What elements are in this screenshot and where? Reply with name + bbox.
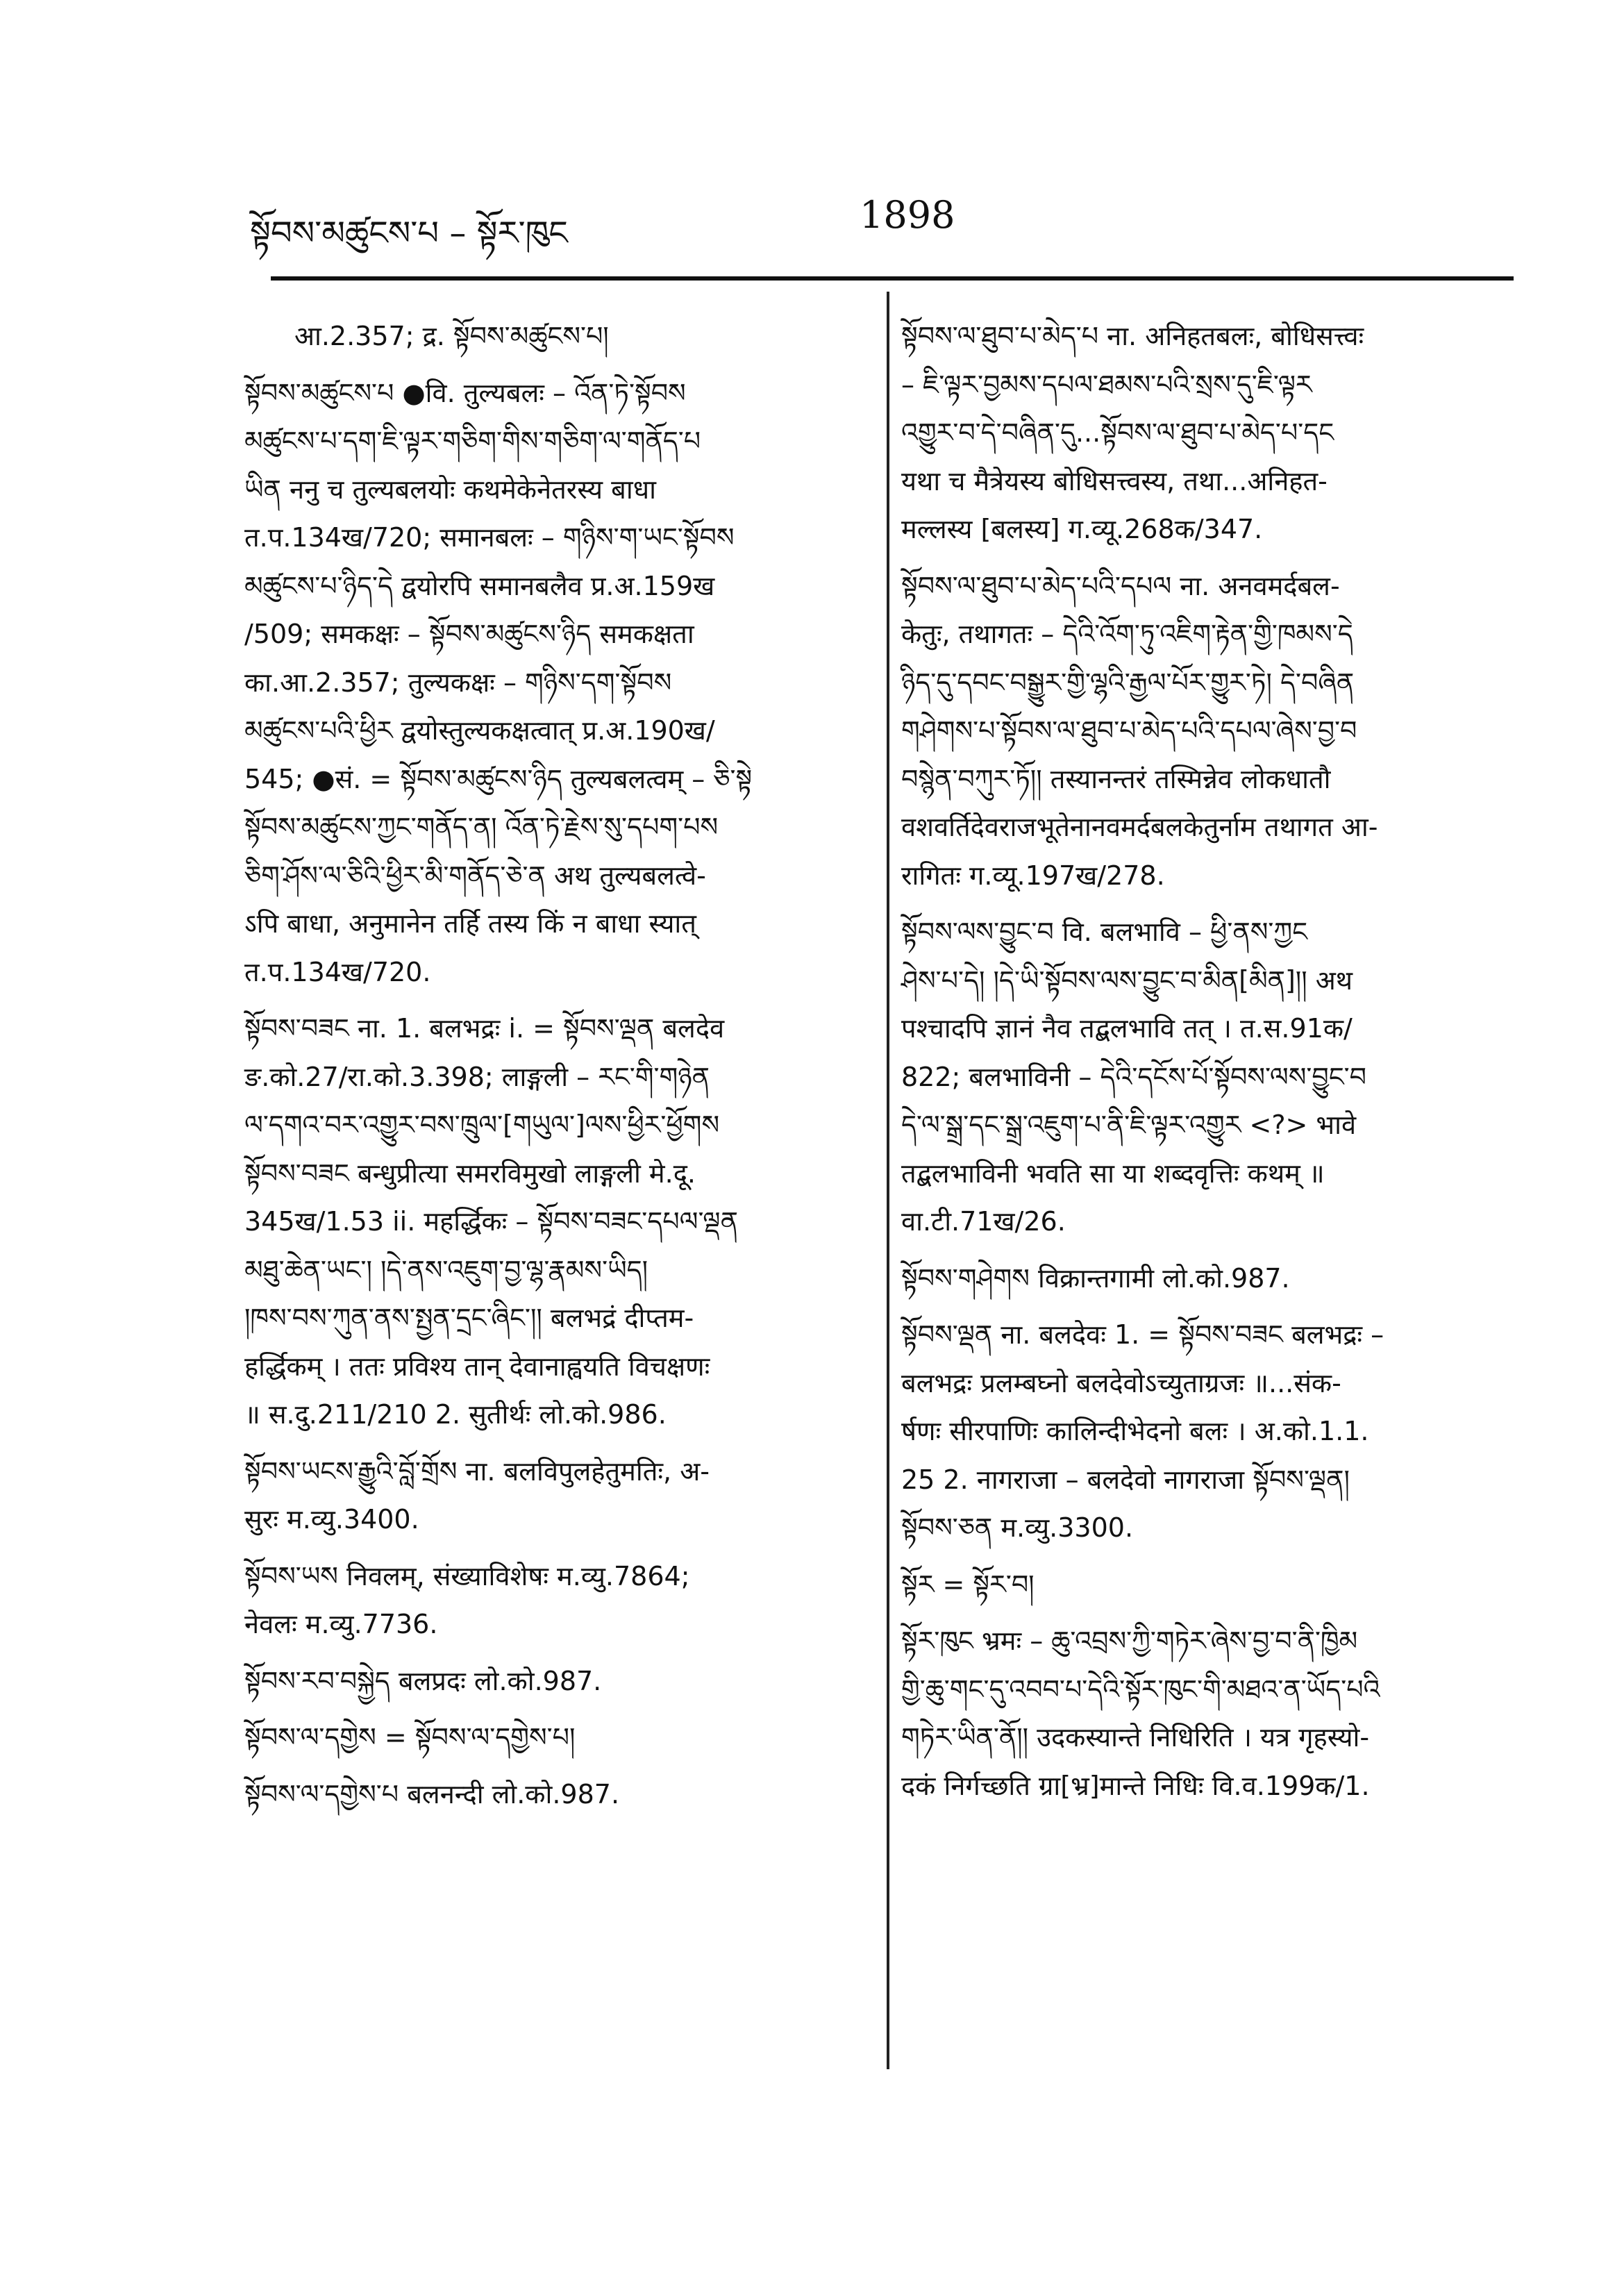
entry-line: ङ.को.27/रा.को.3.398; लाङ्गली – རང་གི་གཉེན [244,1061,710,1092]
entry-headword-line: आ.2.357; द्र. སྟོབས་མཚུངས་པ། [294,321,609,351]
entry-line: མཐུ་ཆེན་ཡང་། །དེ་ནས་འཇུག་བྱ་ལྷ་རྣམས་ཡིད། [244,1254,648,1285]
page-number: 1898 [860,193,955,237]
entry-line: र्षणः सीरपाणिः कालिन्दीभेदनो बलः । अ.को.1.1. [901,1416,1369,1446]
entry-headword-line: སྟོབས་ཡངས་རྒྱུའི་བློ་གྲོས ना. बलविपुलहेतुमतिः, अ- [244,1455,710,1487]
entry-line: འགྱུར་བ་དེ་བཞིན་དུ...སྟོབས་ལ་ཐུབ་པ་མེད་པ་དང [901,417,1334,448]
dictionary-entry [901,312,1505,554]
entry-line: གྱི་ཆུ་གང་དུ་འབབ་པ་དེའི་སྟོར་ཁུང་གི་མཐའ་ན་ཡོད་པའི [901,1673,1380,1705]
dictionary-entry [244,1714,862,1762]
entry-line: མཚུངས་པ་ཉིད་དེ द्वयोरपि समानबलैव प्र.अ.159ख [244,570,715,601]
entry-line: हर्द्धिकम् । ततः प्रविश्य तान् देवानाह्वयति विचक्षणः [244,1351,710,1382]
entry-line: वशवर्तिदेवराजभूतेनानवमर्दबलकेतुर्नाम तथागत आ- [901,812,1378,842]
dictionary-entry [901,908,1505,1246]
header-rule [271,276,1514,281]
entry-headword-line: སྟོབས་ལ་དགྱེས་པ बलनन्दी लो.को.987. [244,1778,620,1810]
entry-line: /509; समकक्षः – སྟོབས་མཚུངས་ཉིད समकक्षता [244,619,694,649]
entry-headword-line: སྟོབས་གཤེགས विक्रान्तगामी लो.को.987. [901,1262,1290,1294]
dictionary-entry [901,1311,1505,1553]
dictionary-entry [244,1657,862,1706]
entry-headword-line: སྟོབས་ལས་བྱུང་བ वि. बलभावि – ཕྱི་ནས་ཀྱང [901,917,1308,947]
entry-line: དེ་ལ་སྒྲ་དང་སྒྲ་འཇུག་པ་ནི་ཇི་ལྟར་འགྱུར <?> भावे [901,1110,1357,1140]
entry-line: ऽपि बाधा, अनुमानेन तर्हि तस्य किं न बाधा स्यात् [244,908,696,939]
entry-headword-line: སྟོབས་ལྡན ना. बलदेवः 1. = སྟོབས་བཟང बलभद्रः – [901,1319,1384,1350]
entry-line: སྟོབས་བཟང बन्धुप्रीत्या समरविमुखो लाङ्गली मे.दू. [244,1158,696,1189]
entry-line: पश्चादपि ज्ञानं नैव तद्बलभावि तत् । त.स.91क/ [901,1013,1353,1044]
entry-line: तद्बलभाविनी भवति सा या शब्दवृत्तिः कथम् ॥ [901,1158,1325,1189]
entry-headword-line: སྟོབས་མཚུངས་པ ●वि. तुल्यबलः – འོན་ཏེ་སྟོབས [244,377,686,408]
entry-line: त.प.134ख/720; समानबलः – གཉིས་ག་ཡང་སྟོབས [244,522,735,553]
entry-line: 545; ●सं. = སྟོབས་མཚུངས་ཉིད तुल्यबलत्वम् – ཅི་སྟེ [244,763,753,794]
entry-headword-line: སྟོར = སྟོར་བ། [901,1569,1035,1600]
entry-line: 345ख/1.53 ii. महर्द्धिकः – སྟོབས་བཟང་དཔལ་ལྡན [244,1206,738,1237]
entry-line: दकं निर्गच्छति ग्रा[भ्र]मान्ते निधिः वि.व.199क/1. [901,1770,1370,1801]
dictionary-entry [244,1553,862,1649]
entry-headword-line: སྟོབས་རབ་བསྐྱེད बलप्रदः लो.को.987. [244,1665,602,1696]
entry-line: ཉིད་དུ་དབང་བསྒྱུར་གྱི་ལྷའི་རྒྱལ་པོར་གྱུར་ཏེ། དེ་བཞིན [901,667,1355,698]
entry-line: का.आ.2.357; तुल्यकक्षः – གཉིས་དག་སྟོབས [244,667,672,698]
entry-line: केतुः, तथागतः – དེའི་འོག་ཏུ་འཇིག་རྟེན་གྱི་ཁམས་དེ [901,619,1353,649]
entry-line: 25 2. नागराजा – बलदेवो नागराजा སྟོབས་ལྡན། [901,1464,1350,1495]
dictionary-entry [244,369,862,997]
entry-headword-line: སྟོར་ཁུང भ्रमः – ཆུ་འབྲས་ཀྱི་གཏེར་ཞེས་བྱ་བ་ནི་ཁྱིམ [901,1626,1358,1656]
entry-line: वा.टी.71ख/26. [901,1206,1066,1237]
entry-headword-line: སྟོབས་ཡས निवलम्, संख्याविशेषः म.व्यु.7864; [244,1560,690,1591]
entry-line: सुरः म.व्यु.3400. [244,1504,419,1535]
entry-line: ॥ स.दु.211/210 2. सुतीर्थः लो.को.986. [244,1399,667,1430]
column-divider [887,292,889,2069]
entry-line: མཚུངས་པ་དག་ཇི་ལྟར་གཅིག་གིས་གཅིག་ལ་གནོད་པ [244,426,701,456]
entry-line: ཤེས་པ་དེ། །དེ་ཡི་སྟོབས་ལས་བྱུང་བ་མིན[མིན]།། अथ [901,964,1353,996]
entry-line: །ཁས་བས་ཀུན་ནས་སྤྱན་དྲང་ཞིང་།། बलभद्रं दीप्तम- [244,1303,694,1333]
dictionary-entry [901,562,1505,901]
entry-line: སྟོབས་ཅན म.व्यु.3300. [901,1512,1134,1543]
dictionary-entry [901,1255,1505,1303]
entry-line: यथा च मैत्रेयस्य बोधिसत्त्वस्य, तथा...अनिहत- [901,465,1328,496]
dictionary-entry [901,1561,1505,1610]
right-column [901,312,1505,1819]
entry-line: बलभद्रः प्रलम्बघ्नो बलदेवोऽच्युताग्रजः ॥...संक- [901,1367,1341,1398]
entry-line: མཚུངས་པའི་ཕྱིར द्वयोस्तुल्यकक्षत्वात् प्र.अ.190ख/ [244,715,715,746]
dictionary-entry [244,1448,862,1544]
entry-line: ཅིག་ཤོས་ལ་ཅིའི་ཕྱིར་མི་གནོད་ཅེ་ན अथ तुल्यबलत्वे- [244,860,706,891]
entry-line: སྟོབས་མཚུངས་ཀྱང་གནོད་ན། འོན་ཏེ་རྗེས་སུ་དཔག་པས [244,812,719,842]
entry-line: नेवलः म.व्यु.7736. [244,1609,438,1639]
entry-line: གཏེར་ཡིན་ནོ།། उदकस्यान्ते निधिरिति । यत्र गृहस्यो- [901,1722,1370,1753]
entry-headword-line: སྟོབས་བཟང ना. 1. बलभद्रः i. = སྟོབས་ལྡན बलदेव [244,1013,725,1044]
entry-line: त.प.134ख/720. [244,956,431,987]
entry-line: मल्लस्य [बलस्य] ग.व्यू.268क/347. [901,514,1263,544]
entry-line: གཤེགས་པ་སྟོབས་ལ་ཐུབ་པ་མེད་པའི་དཔལ་ཞེས་བྱ་བ [901,715,1357,746]
dictionary-entry [244,1771,862,1819]
entry-headword-line: སྟོབས་ལ་ཐུབ་པ་མེད་པ ना. अनिहतबलः, बोधिसत्त्वः [901,321,1364,351]
entry-line: – ཇི་ལྟར་བྱམས་དཔལ་ཐམས་པའི་སྲས་དུ་ཇི་ལྟར [901,369,1312,400]
running-head: སྟོབས་མཚུངས་པ – སྟོར་ཁུང [250,214,568,253]
entry-headword-line: སྟོབས་ལ་དགྱེས = སྟོབས་ལ་དགྱེས་པ། [244,1722,576,1753]
entry-line: ལ་དགའ་བར་འགྱུར་བས་ཁྲུལ་[གཡུལ་]ལས་ཕྱིར་ཕྱོགས [244,1110,720,1140]
left-column [244,312,862,1827]
entry-line: ཡིན ननु च तुल्यबलयोः कथमेकेनेतरस्य बाधा [244,474,656,505]
entry-line: रागितः ग.व्यू.197ख/278. [901,860,1165,891]
dictionary-entry [901,1617,1505,1810]
dictionary-entry [244,312,862,361]
dictionary-entry [244,1005,862,1439]
entry-line: བསྙེན་བཀུར་ཏོ།། तस्यानन्तरं तस्मिन्नेव लोकधातौ [901,763,1331,794]
entry-headword-line: སྟོབས་ལ་ཐུབ་པ་མེད་པའི་དཔལ ना. अनवमर्दबल- [901,570,1340,601]
entry-line: 822; बलभाविनी – དེའི་དངོས་པོ་སྟོབས་ལས་བྱུང་བ [901,1061,1366,1092]
